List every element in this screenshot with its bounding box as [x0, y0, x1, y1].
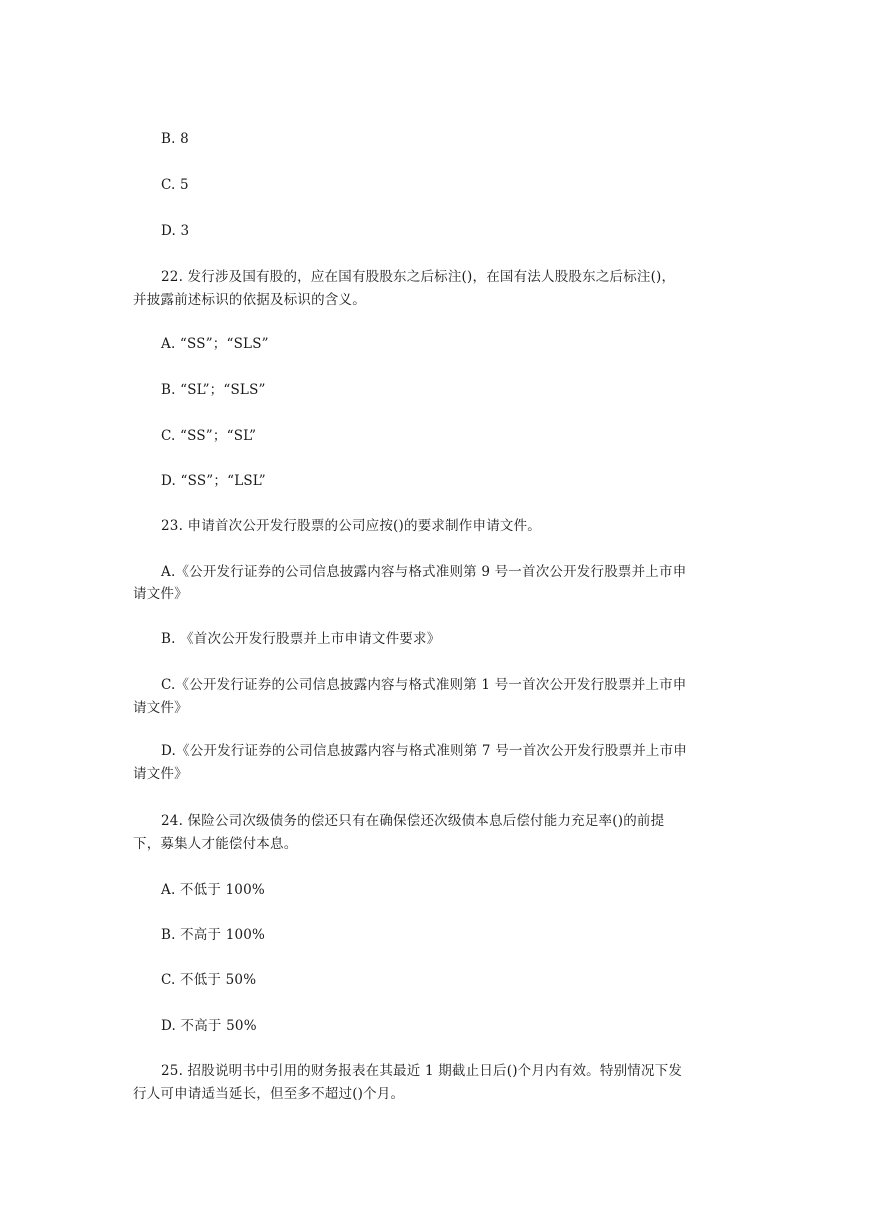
option-23-c-line-1: C.《公开发行证券的公司信息披露内容与格式准则第 1 号一首次公开发行股票并上市申: [161, 677, 687, 693]
option-22-c: C. “SS”；“SL”: [161, 428, 257, 444]
question-25-line-1: 25. 招股说明书中引用的财务报表在其最近 1 期截止日后()个月内有效。特别情况下发: [161, 1063, 683, 1079]
option-24-d: D. 不高于 50%: [161, 1018, 257, 1034]
question-22-line-2: 并披露前述标识的依据及标识的含义。: [133, 292, 366, 308]
option-23-d-line-2: 请文件》: [133, 766, 188, 782]
question-22-line-1: 22. 发行涉及国有股的，应在国有股股东之后标注()，在国有法人股股东之后标注()，: [161, 269, 676, 285]
option-24-a: A. 不低于 100%: [161, 882, 265, 898]
option-21-c: C. 5: [161, 177, 189, 193]
option-23-c-line-2: 请文件》: [133, 700, 188, 716]
option-23-d-line-1: D.《公开发行证券的公司信息披露内容与格式准则第 7 号一首次公开发行股票并上市申: [161, 743, 688, 759]
option-22-a: A. “SS”；“SLS”: [161, 336, 269, 352]
option-23-a-line-1: A.《公开发行证券的公司信息披露内容与格式准则第 9 号一首次公开发行股票并上市申: [161, 564, 687, 580]
question-25-line-2: 行人可申请适当延长，但至多不超过()个月。: [133, 1086, 405, 1102]
question-24-line-1: 24. 保险公司次级债务的偿还只有在确保偿还次级债本息后偿付能力充足率()的前提: [161, 813, 665, 829]
question-23: 23. 申请首次公开发行股票的公司应按()的要求制作申请文件。: [161, 518, 541, 534]
option-22-d: D. “SS”；“LSL”: [161, 473, 266, 489]
option-21-b: B. 8: [161, 131, 189, 147]
option-23-a-line-2: 请文件》: [133, 586, 188, 602]
option-24-c: C. 不低于 50%: [161, 972, 257, 988]
question-24-line-2: 下，募集人才能偿付本息。: [133, 836, 298, 852]
option-21-d: D. 3: [161, 223, 190, 239]
option-24-b: B. 不高于 100%: [161, 927, 266, 943]
option-22-b: B. “SL”；“SLS”: [161, 382, 266, 398]
option-23-b: B. 《首次公开发行股票并上市申请文件要求》: [161, 631, 441, 647]
